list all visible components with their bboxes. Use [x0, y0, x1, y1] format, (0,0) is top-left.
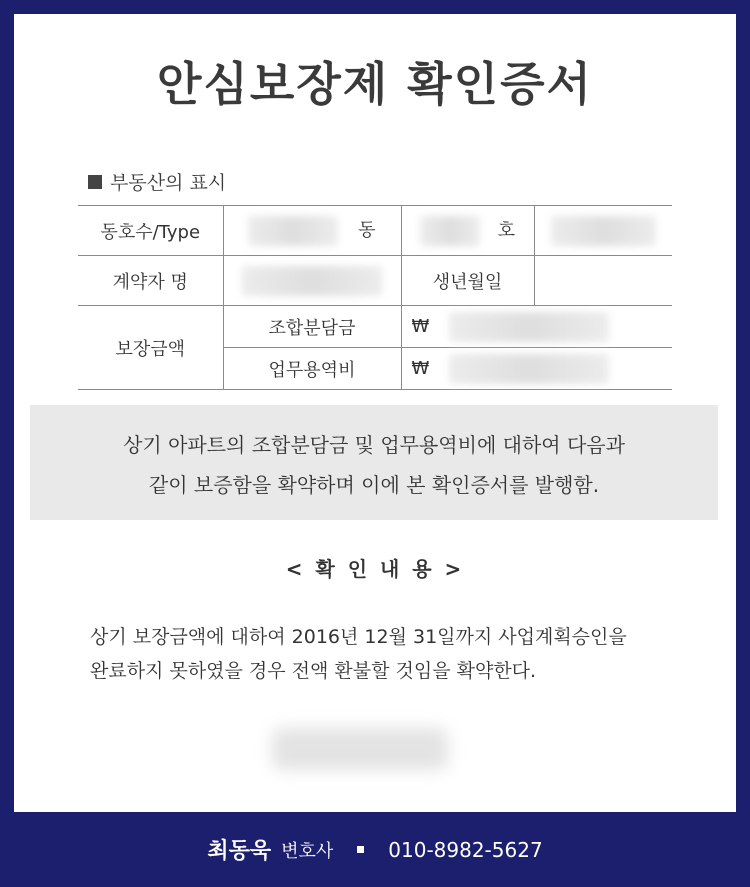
- redacted-signature: [272, 728, 448, 770]
- ho-cell: [401, 206, 534, 256]
- square-bullet-icon: [88, 175, 102, 189]
- notice-box: [30, 405, 718, 520]
- body-line-1: 상기 보장금액에 대하여 2016년 12월 31일까지 사업계획승인을: [90, 626, 627, 648]
- separator-bullet-icon: [357, 846, 364, 853]
- notice-line-1: 상기 아파트의 조합분담금 및 업무용역비에 대하여 다음과: [123, 433, 625, 457]
- table-row: [78, 206, 672, 256]
- dong-cell: [223, 206, 401, 256]
- redacted-contractor: [242, 266, 382, 296]
- contractor-label: 계약자 명: [78, 256, 223, 306]
- lawyer-name: 최동욱: [207, 839, 272, 864]
- table-row: [78, 306, 672, 348]
- redacted-sub1-amount: [449, 312, 609, 342]
- body-line-2: 완료하지 못하였을 경우 전액 환불할 것임을 확약한다.: [90, 660, 537, 682]
- sub2-currency: ₩: [411, 357, 430, 379]
- redacted-dong: [248, 216, 338, 246]
- ho-suffix: 호: [497, 219, 516, 241]
- unit-label: 동호수/Type: [78, 206, 223, 256]
- contractor-cell: [223, 256, 401, 306]
- sub1-amount-cell: [401, 306, 672, 348]
- birth-cell: [534, 256, 672, 306]
- sub1-label: 조합분담금: [223, 306, 401, 348]
- guarantee-label: 보장금액: [78, 306, 223, 390]
- section-label: [88, 168, 226, 195]
- dong-suffix: 동: [358, 219, 376, 241]
- phone-number[interactable]: 010-8982-5627: [388, 837, 543, 862]
- sub2-label: 업무용역비: [223, 348, 401, 390]
- footer-bar: [0, 812, 750, 887]
- table-row: [78, 256, 672, 306]
- confirmation-subheading: < 확 인 내 용 >: [285, 557, 465, 581]
- sub1-currency: ₩: [411, 315, 430, 337]
- document-title: 안심보장제 확인증서: [157, 57, 593, 111]
- notice-line-2: 같이 보증함을 확약하며 이에 본 확인증서를 발행함.: [148, 473, 600, 497]
- birth-label: 생년월일: [401, 256, 534, 306]
- property-table: [78, 205, 672, 390]
- lawyer-role: 변호사: [281, 840, 334, 862]
- type-cell: [534, 206, 672, 256]
- redacted-ho: [420, 216, 480, 246]
- sub2-amount-cell: [401, 348, 672, 390]
- section-label-text: 부동산의 표시: [110, 172, 227, 194]
- confirmation-body: [90, 620, 690, 688]
- redacted-sub2-amount: [449, 354, 609, 384]
- redacted-type: [551, 216, 656, 246]
